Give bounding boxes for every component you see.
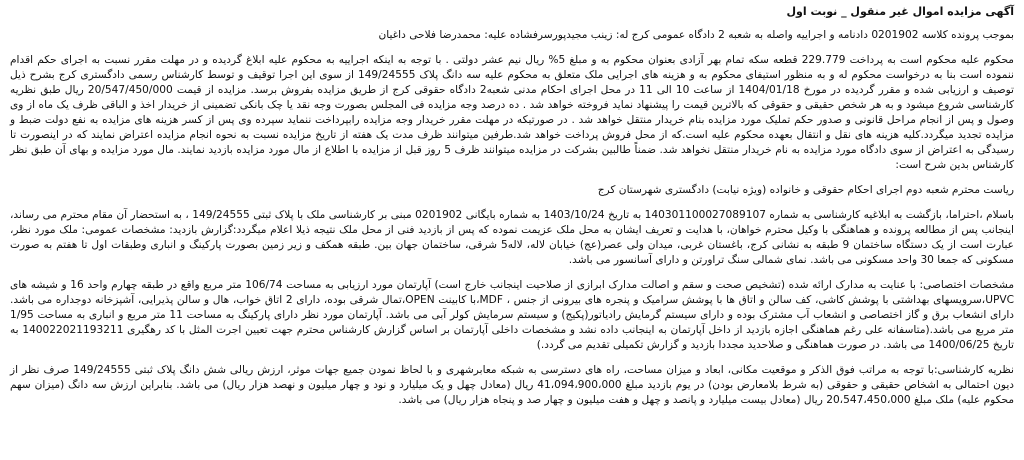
notice-title: آگهی مزایده اموال غیر منقول _ نوبت اول bbox=[786, 5, 1014, 18]
specs-paragraph: مشخصات اختصاصی: با عنایت به مدارک ارائه شده (تشخیص صحت و سقم و اصالت مدارک ابرازی از صلاحیت اینجانب خارج است) آپارتمان مورد ارزیابی به مساحت 106/74 متر مربع واقع در طبقه چهارم واحد 16 و شیشه های UPVC،سرویسهای بهداشتی با پوشش کاشی، کف سالن و اتاق ها با پوشش سرامیک و پنجره های بیرونی از جنس ، MDF،با کابینت OPEN،تمال شرقی بوده، دارای 2 اتاق خواب، هال و سالن پذیرایی، آشپزخانه دوجداره می باشد. دارای انشعاب برق و گاز اختصاصی و انشعاب آب مشترک بوده و دارای سیستم گرمایش رادیاتور(پکیج) و سیستم سرمایش کولر آبی می باشد. آپارتمان مورد نظر دارای پارکینگ به مساحت 11 متر مربع و انباری به مساحت 1/95 متر مربع می باشد.(متاسفانه علی رغم هماهنگی اجازه بازدید از داخل آپارتمان به اینجانب داده نشد و مشخصات داخلی آپارتمان بر اساس گزارش کارشناس محترم جهت تعیین اجرت المثل با کد رهگیری 140022021193211 به تاریخ 1400/06/25 می باشد. در صورت هماهنگی و صلاحدید مجددا بازدید و گزارش تکمیلی تقدیم می گردد.) bbox=[10, 279, 1015, 351]
valuation-paragraph: نظریه کارشناسی:با توجه به مراتب فوق الذکر و موقعیت مکانی، ابعاد و میزان مساحت، راه های دسترسی به شبکه معابرشهری و با لحاظ نمودن جمیع جهات موثر، ارزش ریالی شش دانگ پلاک ثبتی 149/24555 صرف نظر از دیون احتمالی به اشخاص حقیقی و حقوقی (به شرط بلامعارض بودن) در یوم بازدید مبلغ 41،094،900،000 ریال (معادل چهل و یک میلیارد و نود و چهار میلیون و نهصد هزار ریال) می باشد. بنابراین ارزش سه دانگ (میزان سهم محکوم علیه) ملک مبلغ 20،547،450،000 ریال (معادل بیست میلیارد و پانصد و چهل و هفت میلیون و چهار صد و پنجاه هزار ریال) می باشد. bbox=[10, 364, 1014, 406]
main-paragraph: محکوم علیه محکوم است به پرداخت 229.779 قطعه سکه تمام بهر آزادی بعنوان محکوم به و مبلغ 5% ریال نیم عشر دولتی . با توجه به اینکه اجراییه به محکوم علیه ابلاغ گردیده و در مهلت مقرر نسبت به اجرای حکم اقدام ننموده است بنا به درخواست محکوم له و به منظور استیفای محکوم به و هزینه های اجرایی ملک متعلق به محکوم علیه سه دانگ پلاک 149/24555 از سوی این اجرا توقیف و توسط کارشناس رسمی دادگستری کرج بشرح ذیل توصیف و ارزیابی شده و مقرر گردیده در مورخ 1404/01/18 از ساعت 10 الی 11 در محل اجرای احکام مدنی شعبه2 دادگاه حقوقی کرج از طریق مزایده بفروش برسد. مزایده از قیمت 20/547/450/000 ریال طبق نظریه کارشناسی شروع میشود و به هر شخص حقیقی و حقوقی که بالاترین قیمت را پیشنهاد نماید فروخته خواهد شد . ده درصد وجه مزایده فی المجلس بصورت وجه نقد یا چک بانکی تضمینی از خریدار اخذ و الباقی ظرف یک ماه از وی وصول و پس از انجام مراحل قانونی و صدور حکم تملیک مورد مزایده بنام خریدار منتقل خواهد شد . در صورتیکه در مهلت مقرر خریدار وجه مزایده رابپرداخت ننماید سپرده وی پس از کسر هزینه های مزایده به نفع دولت ضبط و مزایده تجدید میگردد.کلیه هزینه های نقل و انتقال بعهده محکوم علیه است.که از محل فروش پرداخت خواهد شد.طرفین میتوانند ظرف مدت یک هفته از تاریخ مزایده نسبت به نحوه انجام مزایده اعتراض نمایند که در اینصورت تا رسیدگی به اعتراض از سوی دادگاه مورد مزایده به نام خریدار منتقل نخواهد شد. ضمناً طالبین بشرکت در مزایده میتوانند ظرف 5 روز قبل از مزایده با اطلاع از مال مورد مزایده بازدید نمایند. مال مورد مزایده و بهای آن طبق نظر کارشناس بدین شرح است: bbox=[10, 54, 1014, 171]
report-paragraph: باسلام ،احتراما، بازگشت به ابلاغیه کارشناسی به شماره 140301100027089107 به تاریخ 1403/10/24 به شماره بایگانی 0201902 مبنی بر کارشناسی ملک با پلاک ثبتی 149/24555 ، به استحضار آن مقام محترم می رساند، اینجانب پس از مطالعه پرونده و هماهنگی با وکیل محترم خواهان، با هدایت و تعریف ایشان به محل ملک عزیمت نموده که پس از بازدید فنی از محل ملک نتیجه ذیلا اعلام میگردد:گزارش بازدید: مشخصات عمومی: ملک مورد نظر، عبارت است از یک دستگاه ساختمان 9 طبقه به نشانی کرج، باغستان غربی، میدان ولی عصر(عج) خیابان لاله، لاله5 شرقی، ساختمان جهان بین. طبقه همکف و زیر زمین بصورت پارکینگ و انباری وطبقات اول تا هفتم به صورت مسکونی که جمعا 30 واحد مسکونی می باشد. نمای شمالی سنگ تراورتن و دارای آسانسور می باشد. bbox=[10, 209, 1015, 266]
addressee-line: ریاست محترم شعبه دوم اجرای احکام حقوقی و خانواده (ویژه نیابت) دادگستری شهرستان کرج bbox=[597, 184, 1014, 196]
case-line: بموجب پرونده کلاسه 0201902 دادنامه و اجراییه واصله به شعبه 2 دادگاه عمومی کرج له: زینب مجیدپورسرفشاده علیه: محمدرضا فلاحی داغیان bbox=[378, 29, 1014, 41]
